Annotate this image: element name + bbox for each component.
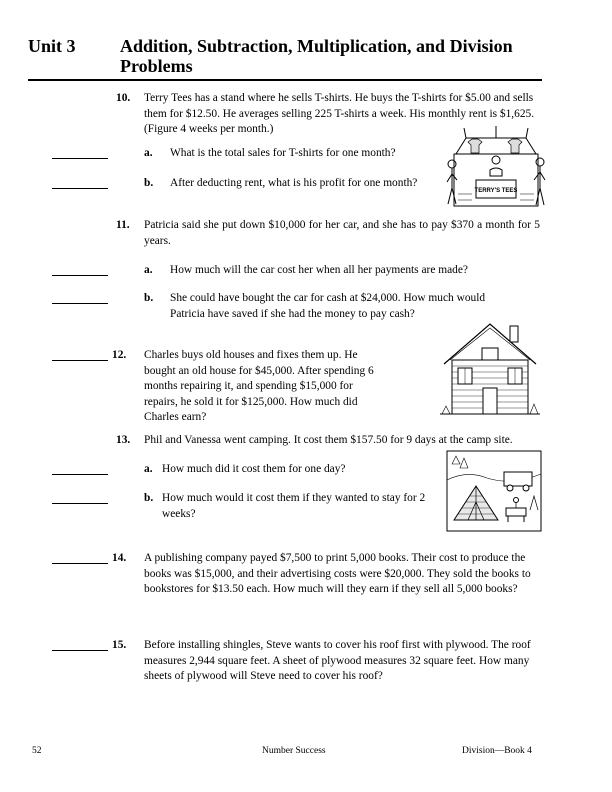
problem-13-number: 13. (116, 434, 131, 446)
header-rule (28, 79, 542, 81)
problem-10a-text: What is the total sales for T-shirts for one month? (170, 147, 396, 159)
problem-10b-letter: b. (144, 177, 154, 189)
campsite-illustration (446, 450, 542, 532)
problem-10a-letter: a. (144, 147, 153, 159)
problem-10-number: 10. (116, 92, 131, 104)
problem-10b-text: After deducting rent, what is his profit for one month? (170, 177, 418, 189)
answer-blank-13b[interactable] (52, 503, 108, 504)
problem-14-number: 14. (112, 552, 127, 564)
answer-blank-10b[interactable] (52, 188, 108, 189)
problem-13b-letter: b. (144, 492, 154, 504)
problem-12-text: Charles buys old houses and fixes them up. He bought an old house for $45,000. After spending 6 months repairing it, and spending $15,000 for repairs, he sold it for $125,000. How much did Charles earn? (144, 349, 374, 423)
page-title: Addition, Subtraction, Multiplication, and Division Problems (120, 36, 513, 76)
problem-12-number: 12. (112, 349, 127, 361)
svg-text:TERRY'S TEES: TERRY'S TEES (474, 188, 518, 194)
problem-15-number: 15. (112, 639, 127, 651)
problem-11a-text: How much will the car cost her when all her payments are made? (170, 264, 468, 276)
answer-blank-14[interactable] (52, 563, 108, 564)
answer-blank-10a[interactable] (52, 158, 108, 159)
problem-13b-text: How much would it cost them if they wanted to stay for 2 weeks? (162, 492, 426, 520)
problem-15-text: Before installing shingles, Steve wants to cover his roof first with plywood. The roof measures 2,944 square feet. A sheet of plywood measures 32 square feet. How many sheets of plywood will Steve need to cover his roof? (144, 639, 531, 682)
footer-book-name: Division—Book 4 (462, 746, 532, 756)
problem-11a-letter: a. (144, 264, 153, 276)
problem-11b-text: She could have bought the car for cash at $24,000. How much would Patricia have saved if she had the money to pay cash? (170, 292, 486, 320)
problem-14-text: A publishing company payed $7,500 to print 5,000 books. Their cost to produce the books was $15,000, and their advertising costs were $20,000. They sold the books to bookstores for $13.50 each. How much will they earn if they sell all 5,000 books? (144, 552, 531, 595)
old-house-illustration (440, 318, 540, 418)
answer-blank-12[interactable] (52, 360, 108, 361)
problem-13-text: Phil and Vanessa went camping. It cost them $157.50 for 9 days at the camp site. (144, 434, 513, 446)
answer-blank-13a[interactable] (52, 474, 108, 475)
tshirt-stand-illustration (446, 124, 546, 208)
footer-book-title: Number Success (262, 746, 326, 756)
problem-13a-letter: a. (144, 463, 153, 475)
problem-11-number: 11. (116, 219, 130, 231)
problem-11b-letter: b. (144, 292, 154, 304)
unit-label: Unit 3 (28, 36, 76, 56)
page-number: 52 (32, 746, 42, 756)
problem-13a-text: How much did it cost them for one day? (162, 463, 346, 475)
answer-blank-11b[interactable] (52, 303, 108, 304)
answer-blank-15[interactable] (52, 650, 108, 651)
answer-blank-11a[interactable] (52, 275, 108, 276)
problem-10-text: Terry Tees has a stand where he sells T-shirts. He buys the T-shirts for $5.00 and sells them for $12.50. He averages selling 225 T-shirts a week. His monthly rent is $1,625. (Figure 4 weeks per month.) (144, 92, 535, 135)
problem-11-text: Patricia said she put down $10,000 for her car, and she has to pay $370 a month for 5 years. (144, 219, 540, 247)
